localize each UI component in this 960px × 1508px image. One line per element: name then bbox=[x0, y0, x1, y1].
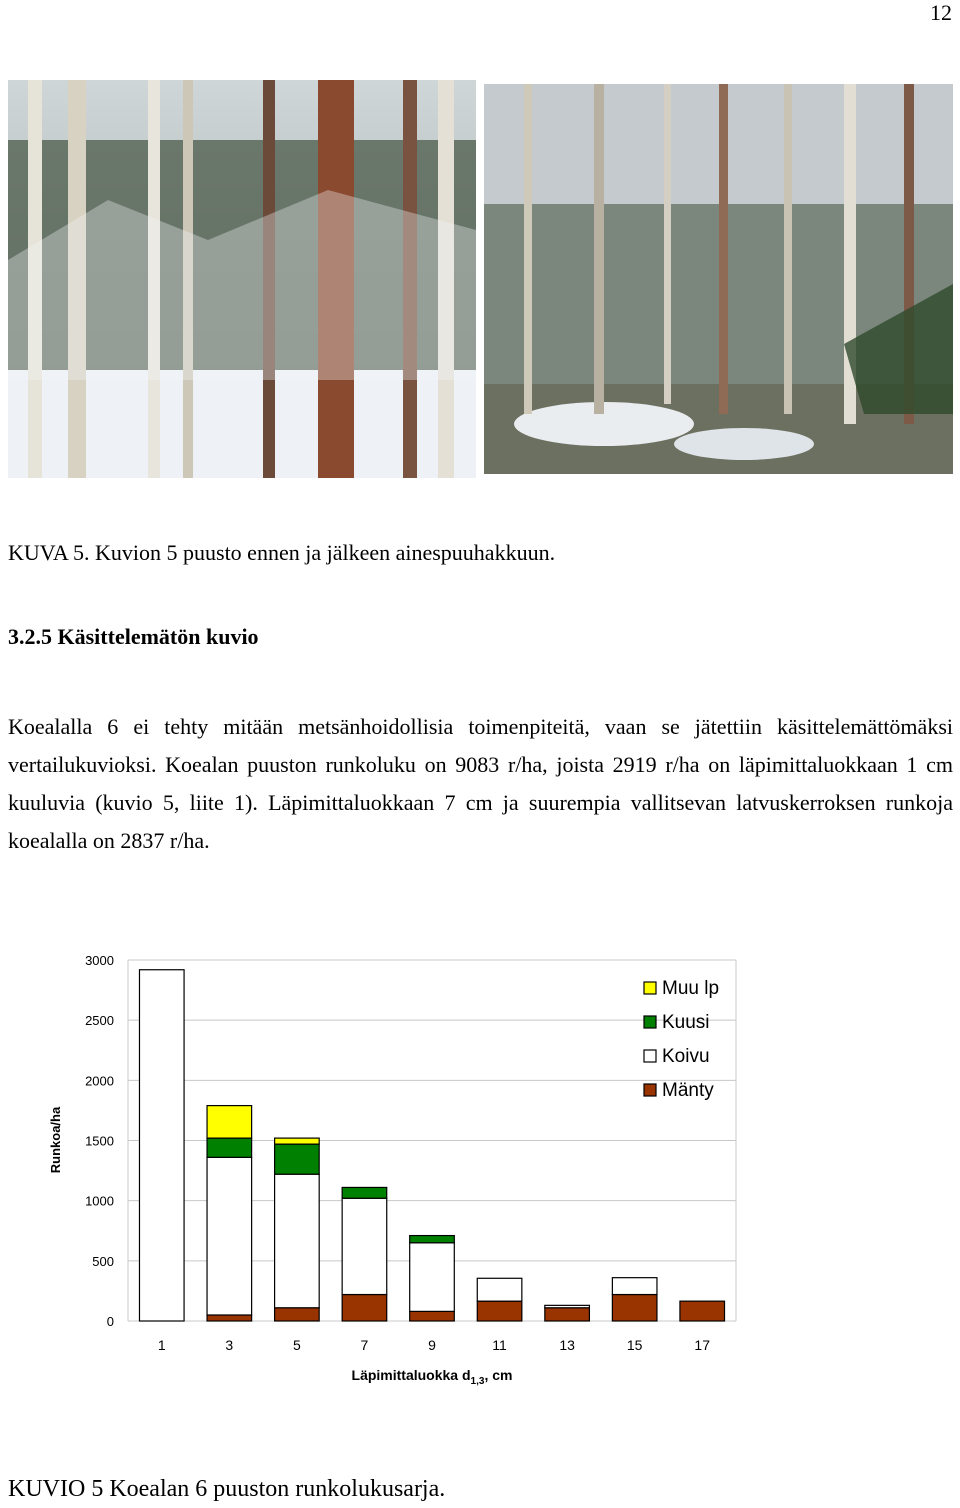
x-tick-label: 11 bbox=[492, 1337, 507, 1353]
bar-segment-mänty bbox=[207, 1315, 252, 1321]
legend-swatch bbox=[644, 1084, 656, 1096]
bar-segment-mänty bbox=[410, 1311, 455, 1321]
section-heading: 3.2.5 Käsittelemätön kuvio bbox=[8, 624, 259, 649]
bar-segment-koivu bbox=[207, 1157, 252, 1315]
y-axis-label: Runkoa/ha bbox=[48, 1106, 63, 1174]
x-tick-label: 15 bbox=[626, 1337, 643, 1353]
x-tick-label: 1 bbox=[157, 1337, 166, 1353]
x-tick-label: 13 bbox=[559, 1337, 575, 1353]
legend-swatch bbox=[644, 982, 656, 994]
x-tick-label: 17 bbox=[694, 1337, 711, 1353]
bar-segment-koivu bbox=[612, 1278, 657, 1295]
x-tick-label: 7 bbox=[360, 1337, 369, 1353]
legend-label: Kuusi bbox=[662, 1012, 710, 1033]
legend-swatch bbox=[644, 1050, 656, 1062]
bar-segment-koivu bbox=[275, 1174, 320, 1308]
y-tick-label: 500 bbox=[92, 1253, 114, 1269]
bar-segment-mänty bbox=[545, 1308, 590, 1321]
forest-before-photo bbox=[8, 80, 476, 478]
x-axis-ticks bbox=[158, 1337, 710, 1353]
figure-caption: KUVIO 5 Koealan 6 puuston runkolukusarja. bbox=[8, 1476, 446, 1502]
y-tick-label: 2500 bbox=[85, 1013, 114, 1029]
y-tick-label: 3000 bbox=[85, 953, 114, 968]
x-tick-label: 3 bbox=[225, 1337, 234, 1353]
x-axis-label: Läpimittaluokka $d_{1,3}$, cm bbox=[351, 1367, 513, 1387]
bar-segment-mänty bbox=[680, 1301, 725, 1321]
bar-segment-kuusi bbox=[207, 1138, 252, 1157]
x-tick-label: 5 bbox=[292, 1337, 301, 1353]
bar-segment-kuusi bbox=[410, 1236, 455, 1243]
bar-segment-muu-lp bbox=[275, 1138, 320, 1144]
bar-segment-muu-lp bbox=[207, 1106, 252, 1138]
legend-label: Koivu bbox=[662, 1046, 710, 1067]
bar-segment-koivu bbox=[477, 1278, 522, 1301]
legend-swatch bbox=[644, 1016, 656, 1028]
bar-segment-kuusi bbox=[342, 1187, 387, 1198]
page-number: 12 bbox=[930, 0, 952, 25]
y-tick-label: 1500 bbox=[85, 1133, 114, 1149]
forest-photo-icon bbox=[8, 80, 476, 478]
x-tick-label: 9 bbox=[428, 1337, 436, 1353]
bar-segment-koivu bbox=[545, 1305, 590, 1307]
body-paragraph: Koealalla 6 ei tehty mitään metsänhoidollisia toimenpiteitä, vaan se jätettiin käsittelemättömäksi vertailukuvioksi. Koealan puuston runkoluku on 9083 r/ha, joista 2919 r/ha on läpimittaluokkaan 1 cm kuuluvia (kuvio 5, liite 1). Läpimittaluokkaan 7 cm ja suurempia vallitsevan latvuskerroksen runkoja koealalla on 2837 r/ha. bbox=[8, 714, 953, 853]
stem-count-chart bbox=[40, 940, 800, 1400]
bar-segment-kuusi bbox=[275, 1144, 320, 1174]
forest-after-photo bbox=[484, 84, 953, 474]
y-tick-label: 2000 bbox=[85, 1073, 114, 1089]
y-axis-ticks bbox=[85, 953, 114, 1329]
legend-label: Mänty bbox=[662, 1080, 714, 1101]
bar-segment-koivu bbox=[139, 970, 184, 1321]
bar-segment-koivu bbox=[410, 1243, 455, 1312]
chart-bars bbox=[139, 970, 724, 1321]
chart-legend bbox=[644, 978, 719, 1101]
legend-label: Muu lp bbox=[662, 978, 720, 999]
bar-segment-mänty bbox=[342, 1295, 387, 1321]
photo-caption: KUVA 5. Kuvion 5 puusto ennen ja jälkeen ainespuuhakkuun. bbox=[8, 540, 556, 565]
forest-photo-icon bbox=[484, 84, 953, 474]
y-tick-label: 0 bbox=[106, 1314, 114, 1329]
bar-segment-koivu bbox=[342, 1198, 387, 1294]
bar-segment-mänty bbox=[612, 1295, 657, 1321]
y-tick-label: 1000 bbox=[85, 1193, 114, 1209]
bar-segment-mänty bbox=[477, 1301, 522, 1321]
bar-segment-mänty bbox=[275, 1308, 320, 1321]
